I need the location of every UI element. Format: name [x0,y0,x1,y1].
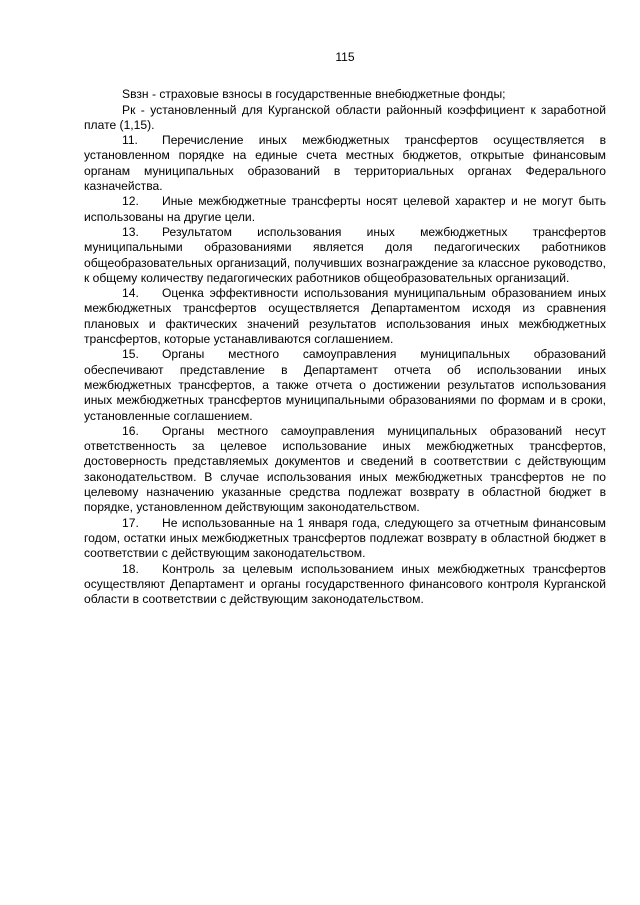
paragraph-13 [84,225,606,286]
paragraph-number: 13. [122,224,139,239]
paragraph-number: 12. [122,194,139,209]
paragraph-text: Органы местного самоуправления муниципальных образований обеспечивают представление в Департамент отчета об использовании иных межбюджетных трансфертов, а также отчета о достижении результатов использования иных межбюджетных трансфертов муниципальными образованиями по формам и в сроки, установленные соглашением. [84,347,606,423]
paragraph-16 [84,424,606,516]
paragraph-number: 16. [122,423,139,438]
paragraph-18 [84,562,606,608]
paragraph-number: 15. [122,347,139,362]
paragraph-text: Иные межбюджетные трансферты носят целевой характер и не могут быть использованы на другие цели. [84,194,606,224]
paragraph-rk [84,103,606,134]
document-page [84,50,606,607]
paragraph-text: Sвзн - страховые взносы в государственные внебюджетные фонды; [122,87,506,102]
paragraph-number: 18. [122,561,139,576]
paragraph-text: Контроль за целевым использованием иных межбюджетных трансфертов осуществляют Департамент и органы государственного финансового контроля Курганской области в соответствии с действующим законодательством. [84,561,606,607]
paragraph-sv-zn [84,87,606,102]
paragraph-text: Органы местного самоуправления муниципальных образований несут ответственность за целевое использование иных межбюджетных трансфертов, достоверность представляемых документов и сведений в соответствии с действующим законодательством. В случае использования иных межбюджетных трансфертов не по целевому назначению указанные средства подлежат возврату в областной бюджет в порядке, установленном действующим законодательством. [84,423,606,515]
paragraph-text: Результатом использования иных межбюджетных трансфертов муниципальными образованиями является доля педагогических работников общеобразовательных организаций, получивших вознаграждение за классное руководство, к общему количеству педагогических работников общеобразовательных организаций. [84,224,606,285]
paragraph-15 [84,347,606,423]
paragraph-12 [84,194,606,225]
paragraph-text: Рк - установленный для Курганской области районный коэффициент к заработной плате (1,15). [84,102,606,132]
paragraph-11 [84,133,606,194]
paragraph-text: Не использованные на 1 января года, следующего за отчетным финансовым годом, остатки иных межбюджетных трансфертов подлежат возврату в областной бюджет в соответствии с действующим законодательством. [84,515,606,561]
paragraph-number: 14. [122,286,139,301]
paragraph-text: Оценка эффективности использования муниципальным образованием иных межбюджетных трансфертов осуществляется Департаментом исходя из сравнения плановых и фактических значений результатов использования иных межбюджетных трансфертов, которые устанавливаются соглашением. [84,286,606,347]
paragraph-17 [84,516,606,562]
page-number: 115 [335,50,355,64]
paragraph-number: 17. [122,515,139,530]
paragraph-text: Перечисление иных межбюджетных трансфертов осуществляется в установленном порядке на единые счета местных бюджетов, открытые финансовым органам муниципальных образований в территориальных органах Федерального казначейства. [84,133,606,194]
paragraph-14 [84,286,606,347]
paragraph-number: 11. [122,133,138,148]
